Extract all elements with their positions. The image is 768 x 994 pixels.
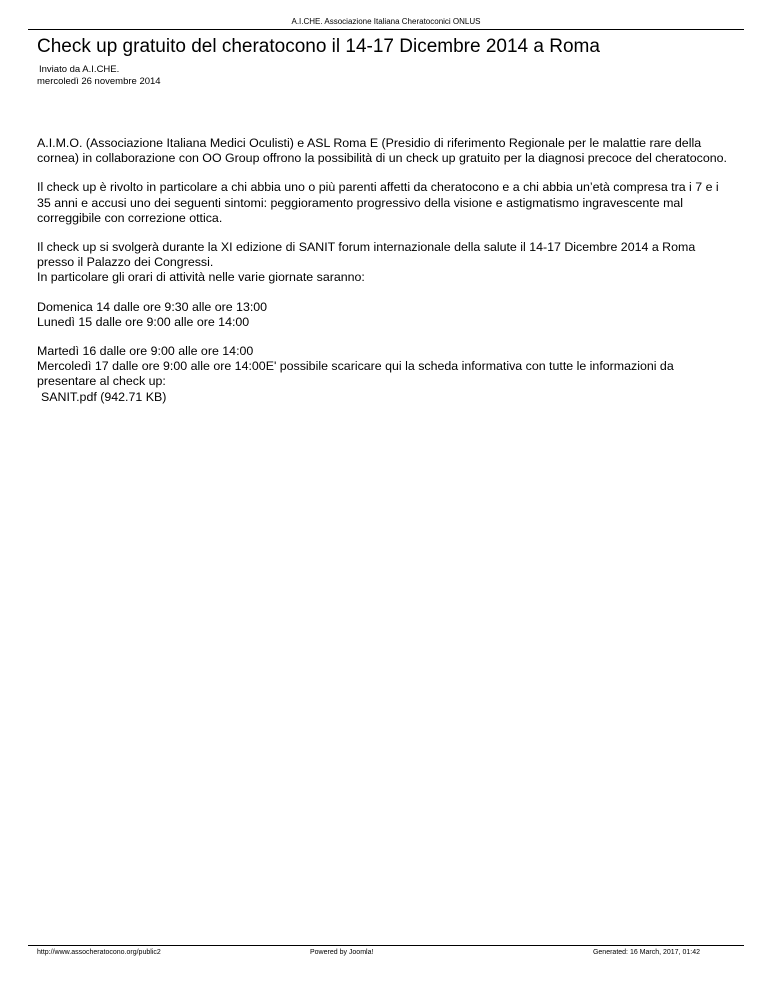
schedule-tuesday: Martedì 16 dalle ore 9:00 alle ore 14:00: [37, 344, 254, 359]
schedule-block-2: [37, 344, 727, 405]
eligibility-paragraph: Il check up è rivolto in particolare a chi abbia uno o più parenti affetti da cheratocono e a chi abbia un’età compresa tra i 7 e i 35 anni e accusi uno dei seguenti sintomi: peggioramento progressivo della visione e astigmatismo ingravescente mal correggibile con correzione ottica.: [37, 180, 719, 225]
footer-powered-by: Powered by Joomla!: [310, 949, 374, 956]
schedule-intro-line: In particolare gli orari di attività nelle varie giornate saranno:: [37, 270, 365, 285]
footer-url: http://www.assocheratocono.org/public2: [37, 949, 161, 956]
location-line: Il check up si svolgerà durante la XI edizione di SANIT forum internazionale della salute il 14-17 Dicembre 2014 a Roma presso il Palazzo dei Congressi.: [37, 240, 696, 270]
location-paragraph: [37, 240, 727, 286]
article-meta: [37, 64, 161, 87]
footer-divider: [28, 945, 744, 946]
schedule-block-1: [37, 300, 727, 330]
schedule-wednesday-download-note: Mercoledì 17 dalle ore 9:00 alle ore 14:00E' possibile scaricare qui la scheda informativa con tutte le informazioni da presentare al check up:: [37, 359, 674, 389]
article-title: Check up gratuito del cheratocono il 14-17 Dicembre 2014 a Roma: [37, 36, 600, 57]
header-divider: [28, 29, 744, 30]
intro-paragraph: A.I.M.O. (Associazione Italiana Medici Oculisti) e ASL Roma E (Presidio di riferimento Regionale per le malattie rare della cornea) in collaborazione con OO Group offrono la possibilità di un check up gratuito per la diagnosi precoce del cheratocono.: [37, 136, 727, 166]
page-footer: [37, 948, 700, 960]
schedule-monday: Lunedì 15 dalle ore 9:00 alle ore 14:00: [37, 314, 250, 329]
site-header-title: A.I.CHE. Associazione Italiana Cheratoconici ONLUS: [291, 17, 481, 26]
article-body: [37, 136, 727, 405]
article-date: mercoledì 26 novembre 2014: [37, 75, 161, 87]
schedule-sunday: Domenica 14 dalle ore 9:30 alle ore 13:00: [37, 299, 268, 314]
attachment-link[interactable]: SANIT.pdf (942.71 KB): [41, 389, 167, 404]
footer-generated-date: Generated: 16 March, 2017, 01:42: [592, 949, 700, 956]
article-author: Inviato da A.I.CHE.: [39, 64, 120, 75]
